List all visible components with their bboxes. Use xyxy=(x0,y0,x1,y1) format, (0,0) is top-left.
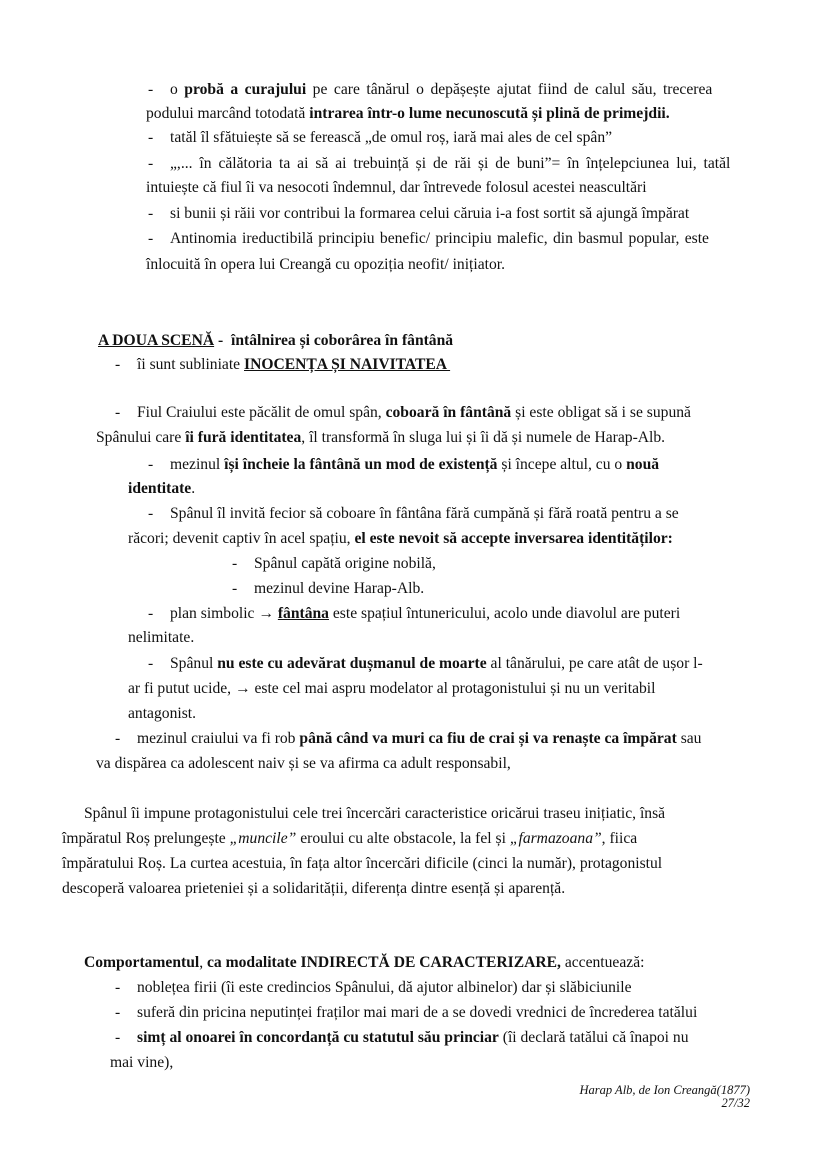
bullet-dash: - xyxy=(232,580,238,597)
s2-p6-line1: - mezinul craiului va fi rob până când va muri ca fiu de crai și va renaște ca împărat sau xyxy=(115,730,702,747)
emphasis: simț al onoarei în concordanță cu statutul său princiar xyxy=(137,1029,499,1046)
s2-sublist-item2: - mezinul devine Harap-Alb. xyxy=(232,580,425,597)
s2-sub: - îi sunt subliniate INOCENȚA ȘI NAIVITATEA xyxy=(115,356,451,373)
s1-item1-line2: podului marcând totodată intrarea într-o lume necunoscută și plină de primejdii. xyxy=(146,105,670,122)
section3-heading: Comportamentul, ca modalitate INDIRECTĂ DE CARACTERIZARE, accentuează: xyxy=(84,954,645,971)
bullet-dash: - xyxy=(115,979,121,996)
s1-item1-line1: - o probă a curajului pe care tânărul o depășește ajutat fiind de calul său, trecerea xyxy=(148,81,713,98)
emphasis: până când va muri ca fiu de crai și va renaște ca împărat xyxy=(299,730,677,747)
bullet-dash: - xyxy=(115,404,121,421)
bullet-dash: - xyxy=(148,655,154,672)
section-heading-a-doua-scena: A DOUA SCENĂ - întâlnirea și coborârea în fântână xyxy=(98,332,454,349)
emphasis: intrarea într-o lume necunoscută și plină de primejdii. xyxy=(309,105,670,122)
s2-p3-line1: - Spânul îl invită fecior să coboare în fântâna fără cumpănă și fără roată pentru a se xyxy=(148,505,679,522)
page-number: 27/32 xyxy=(721,1096,750,1110)
paragraph-line4: descoperă valoarea prieteniei și a solidarității, diferența dintre esență și aparență. xyxy=(62,880,566,897)
emphasis: identitate xyxy=(128,480,192,497)
emphasis: probă a curajului xyxy=(184,81,307,98)
s2-p1-line2: Spânului care îi fură identitatea, îl transformă în sluga lui și îi dă și numele de Harap-Alb. xyxy=(96,429,666,446)
emphasis: coboară în fântână xyxy=(385,404,512,421)
s2-p6-line2: va dispărea ca adolescent naiv și se va afirma ca adult responsabil, xyxy=(96,755,511,772)
emphasis: nu este cu adevărat dușmanul de moarte xyxy=(217,655,487,672)
bullet-dash: - xyxy=(148,155,154,172)
emphasis: fântâna xyxy=(277,605,329,622)
s1-item3-line2: intuiește că fiul îi va nesocoti îndemnul, dar întrevede folosul acestei neascultări xyxy=(146,179,647,196)
page-footer xyxy=(580,1084,750,1110)
s2-p2-line2: identitate. xyxy=(128,480,196,497)
s2-p5-line3: antagonist. xyxy=(128,705,196,722)
quote-italic: „farmazoana” xyxy=(509,830,602,847)
s1-item5-line1: - Antinomia ireductibilă principiu benefic/ principiu malefic, din basmul popular, este xyxy=(148,230,709,247)
bullet-dash: - xyxy=(115,356,121,373)
s2-p5-line2: ar fi putut ucide, → este cel mai aspru modelator al protagonistului și nu un veritabil xyxy=(128,680,656,697)
paragraph-line3: împăratului Roș. La curtea acestuia, în fața altor încercări dificile (cinci la număr), protagonistul xyxy=(62,855,663,872)
s2-p3-line2: răcori; devenit captiv în acel spațiu, el este nevoit să accepte inversarea identităților: xyxy=(128,530,673,547)
bullet-dash: - xyxy=(148,81,154,98)
bullet-dash: - xyxy=(232,555,238,572)
bullet-dash: - xyxy=(148,605,154,622)
s2-p2-line1: - mezinul își încheie la fântână un mod de existență și începe altul, cu o nouă xyxy=(148,456,660,473)
emphasis: Comportamentul xyxy=(84,954,200,971)
emphasis: ca modalitate INDIRECTĂ DE CARACTERIZARE, xyxy=(207,954,561,971)
bullet-dash: - xyxy=(148,129,154,146)
s1-item3-line1: - „,... în călătoria ta ai să ai trebuință și de răi și de buni”= în înțelepciunea lui, tatăl xyxy=(148,155,731,172)
paragraph-line2: împăratul Roș prelungește „muncile” eroului cu alte obstacole, la fel și „farmazoana”, fiica xyxy=(62,830,638,847)
s3-item3-line1: - simț al onoarei în concordanță cu statutul său princiar (îi declară tatălui că înapoi nu xyxy=(115,1029,689,1046)
emphasis: el este nevoit să accepte inversarea identităților: xyxy=(354,530,673,547)
bullet-dash: - xyxy=(115,1004,121,1021)
emphasis: nouă xyxy=(626,456,660,473)
s2-p1-line1: - Fiul Craiului este păcălit de omul spân, coboară în fântână și este obligat să i se supună xyxy=(115,404,691,421)
s1-item5-line2: înlocuită în opera lui Creangă cu opoziția neofit/ inițiator. xyxy=(146,256,505,273)
s1-item4: - si bunii și răii vor contribui la formarea celui căruia i-a fost sortit să ajungă împărat xyxy=(148,205,690,222)
emphasis: își încheie la fântână un mod de existență xyxy=(224,456,498,473)
bullet-dash: - xyxy=(115,730,121,747)
bullet-dash: - xyxy=(148,456,154,473)
bullet-dash: - xyxy=(148,205,154,222)
s2-sublist-item1: - Spânul capătă origine nobilă, xyxy=(232,555,436,572)
s2-p4-line1: - plan simbolic → fântâna este spațiul întunericului, acolo unde diavolul are puteri xyxy=(148,605,681,622)
quote-italic: „muncile” xyxy=(229,830,297,847)
emphasis: INOCENȚA ȘI NAIVITATEA xyxy=(244,356,451,373)
bullet-dash: - xyxy=(148,230,154,247)
s3-item1: - noblețea firii (îi este credincios Spânului, dă ajutor albinelor) dar și slăbiciunile xyxy=(115,979,632,996)
s3-item3-line2: mai vine), xyxy=(110,1054,174,1071)
bullet-dash: - xyxy=(115,1029,121,1046)
s1-item2: - tatăl îl sfătuiește să se ferească „de omul roș, iară mai ales de cel spân” xyxy=(148,129,613,146)
bullet-dash: - xyxy=(148,505,154,522)
s2-p4-line2: nelimitate. xyxy=(128,629,195,646)
emphasis: îi fură identitatea xyxy=(185,429,302,446)
footer-title: Harap Alb, de Ion Creangă(1877) xyxy=(579,1083,750,1097)
s3-item2: - suferă din pricina neputinței fraților mai mari de a se dovedi vrednici de încrederea tatălui xyxy=(115,1004,698,1021)
paragraph-line1: Spânul îi impune protagonistului cele trei încercări caracteristice oricărui traseu inițiatic, însă xyxy=(84,805,666,822)
s2-p5-line1: - Spânul nu este cu adevărat dușmanul de moarte al tânărului, pe care atât de ușor l- xyxy=(148,655,703,672)
scene-title: A DOUA SCENĂ xyxy=(98,332,215,349)
